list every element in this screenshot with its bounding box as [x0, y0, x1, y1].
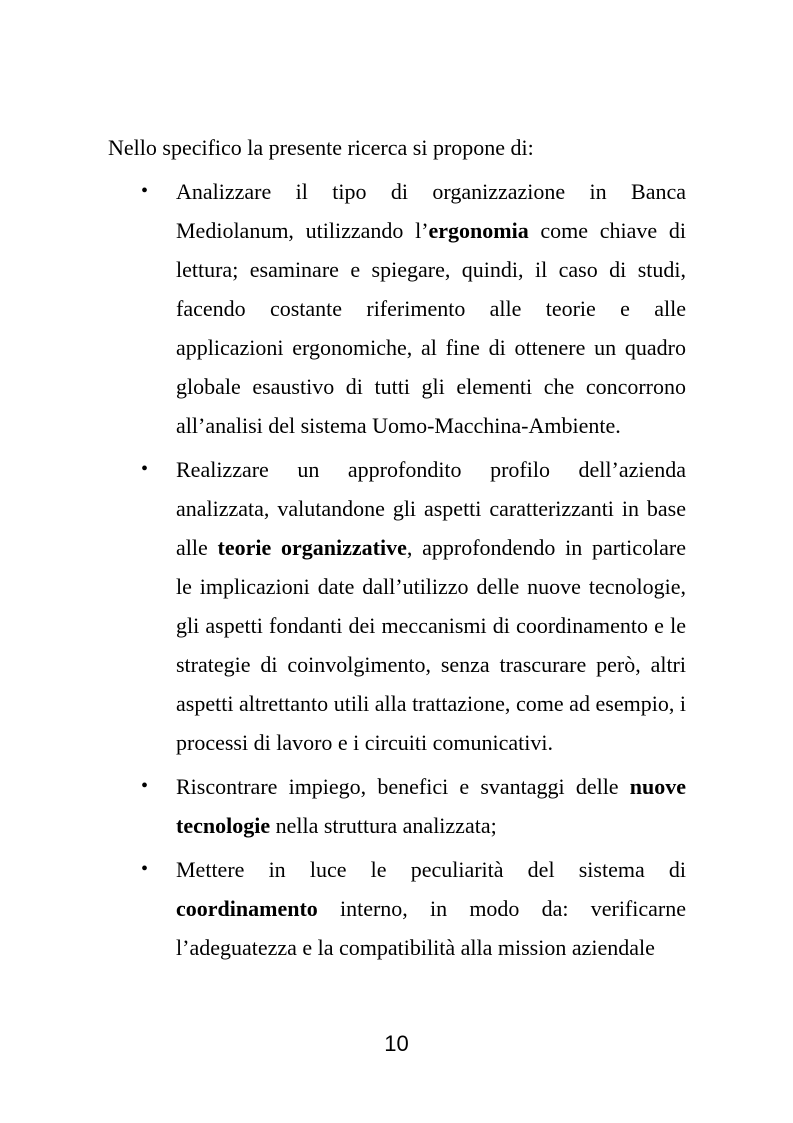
text-run: nella struttura analizzata;: [270, 813, 497, 838]
list-item-text: [176, 767, 686, 845]
text-run: come chiave di lettura; esaminare e spiegare, quindi, il caso di studi, facendo costante riferimento alle teorie e alle applicazioni ergonomiche, al fine di ottenere un quadro globale esaustivo di tutti gli elementi che concorrono all’analisi del sistema Uomo-Macchina-Ambiente.: [176, 218, 686, 438]
page-number: 10: [384, 1031, 409, 1056]
intro-paragraph: Nello specifico la presente ricerca si propone di:: [108, 135, 534, 160]
bullet-icon: •: [141, 180, 149, 202]
text-run: Riscontrare impiego, benefici e svantaggi delle: [176, 774, 630, 799]
bullet-icon: •: [141, 775, 149, 797]
bullet-icon: •: [141, 458, 149, 480]
bold-term: ergonomia: [428, 218, 529, 243]
text-run: interno, in modo da: verificarne l’adeguatezza e la compatibilità alla mission aziendale: [176, 896, 686, 960]
bold-term: nuove tecnologie: [176, 774, 686, 838]
bold-term: coordinamento: [176, 896, 318, 921]
list-item-text: [176, 850, 686, 967]
text-run: Mettere in luce le peculiarità del sistema di: [176, 857, 686, 882]
list-item: [0, 767, 793, 845]
list-item-text: [176, 450, 686, 762]
text-run: , approfondendo in particolare le implicazioni date dall’utilizzo delle nuove tecnologie, gli aspetti fondanti dei meccanismi di coordinamento e le strategie di coinvolgimento, senza trascurare però, altri aspetti altrettanto utili alla trattazione, come ad esempio, i processi di lavoro e i circuiti comunicativi.: [176, 535, 687, 755]
list-item-text: [176, 172, 686, 445]
bold-term: teorie organizzative: [217, 535, 407, 560]
text-run: Analizzare il tipo di organizzazione in Banca Mediolanum, utilizzando l’: [176, 179, 686, 243]
list-item: [0, 172, 793, 445]
list-item: [0, 850, 793, 967]
text-run: Realizzare un approfondito profilo dell’azienda analizzata, valutandone gli aspetti caratterizzanti in base alle: [176, 457, 686, 560]
bullet-icon: •: [141, 858, 149, 880]
objectives-list: [0, 172, 793, 972]
list-item: [0, 450, 793, 762]
